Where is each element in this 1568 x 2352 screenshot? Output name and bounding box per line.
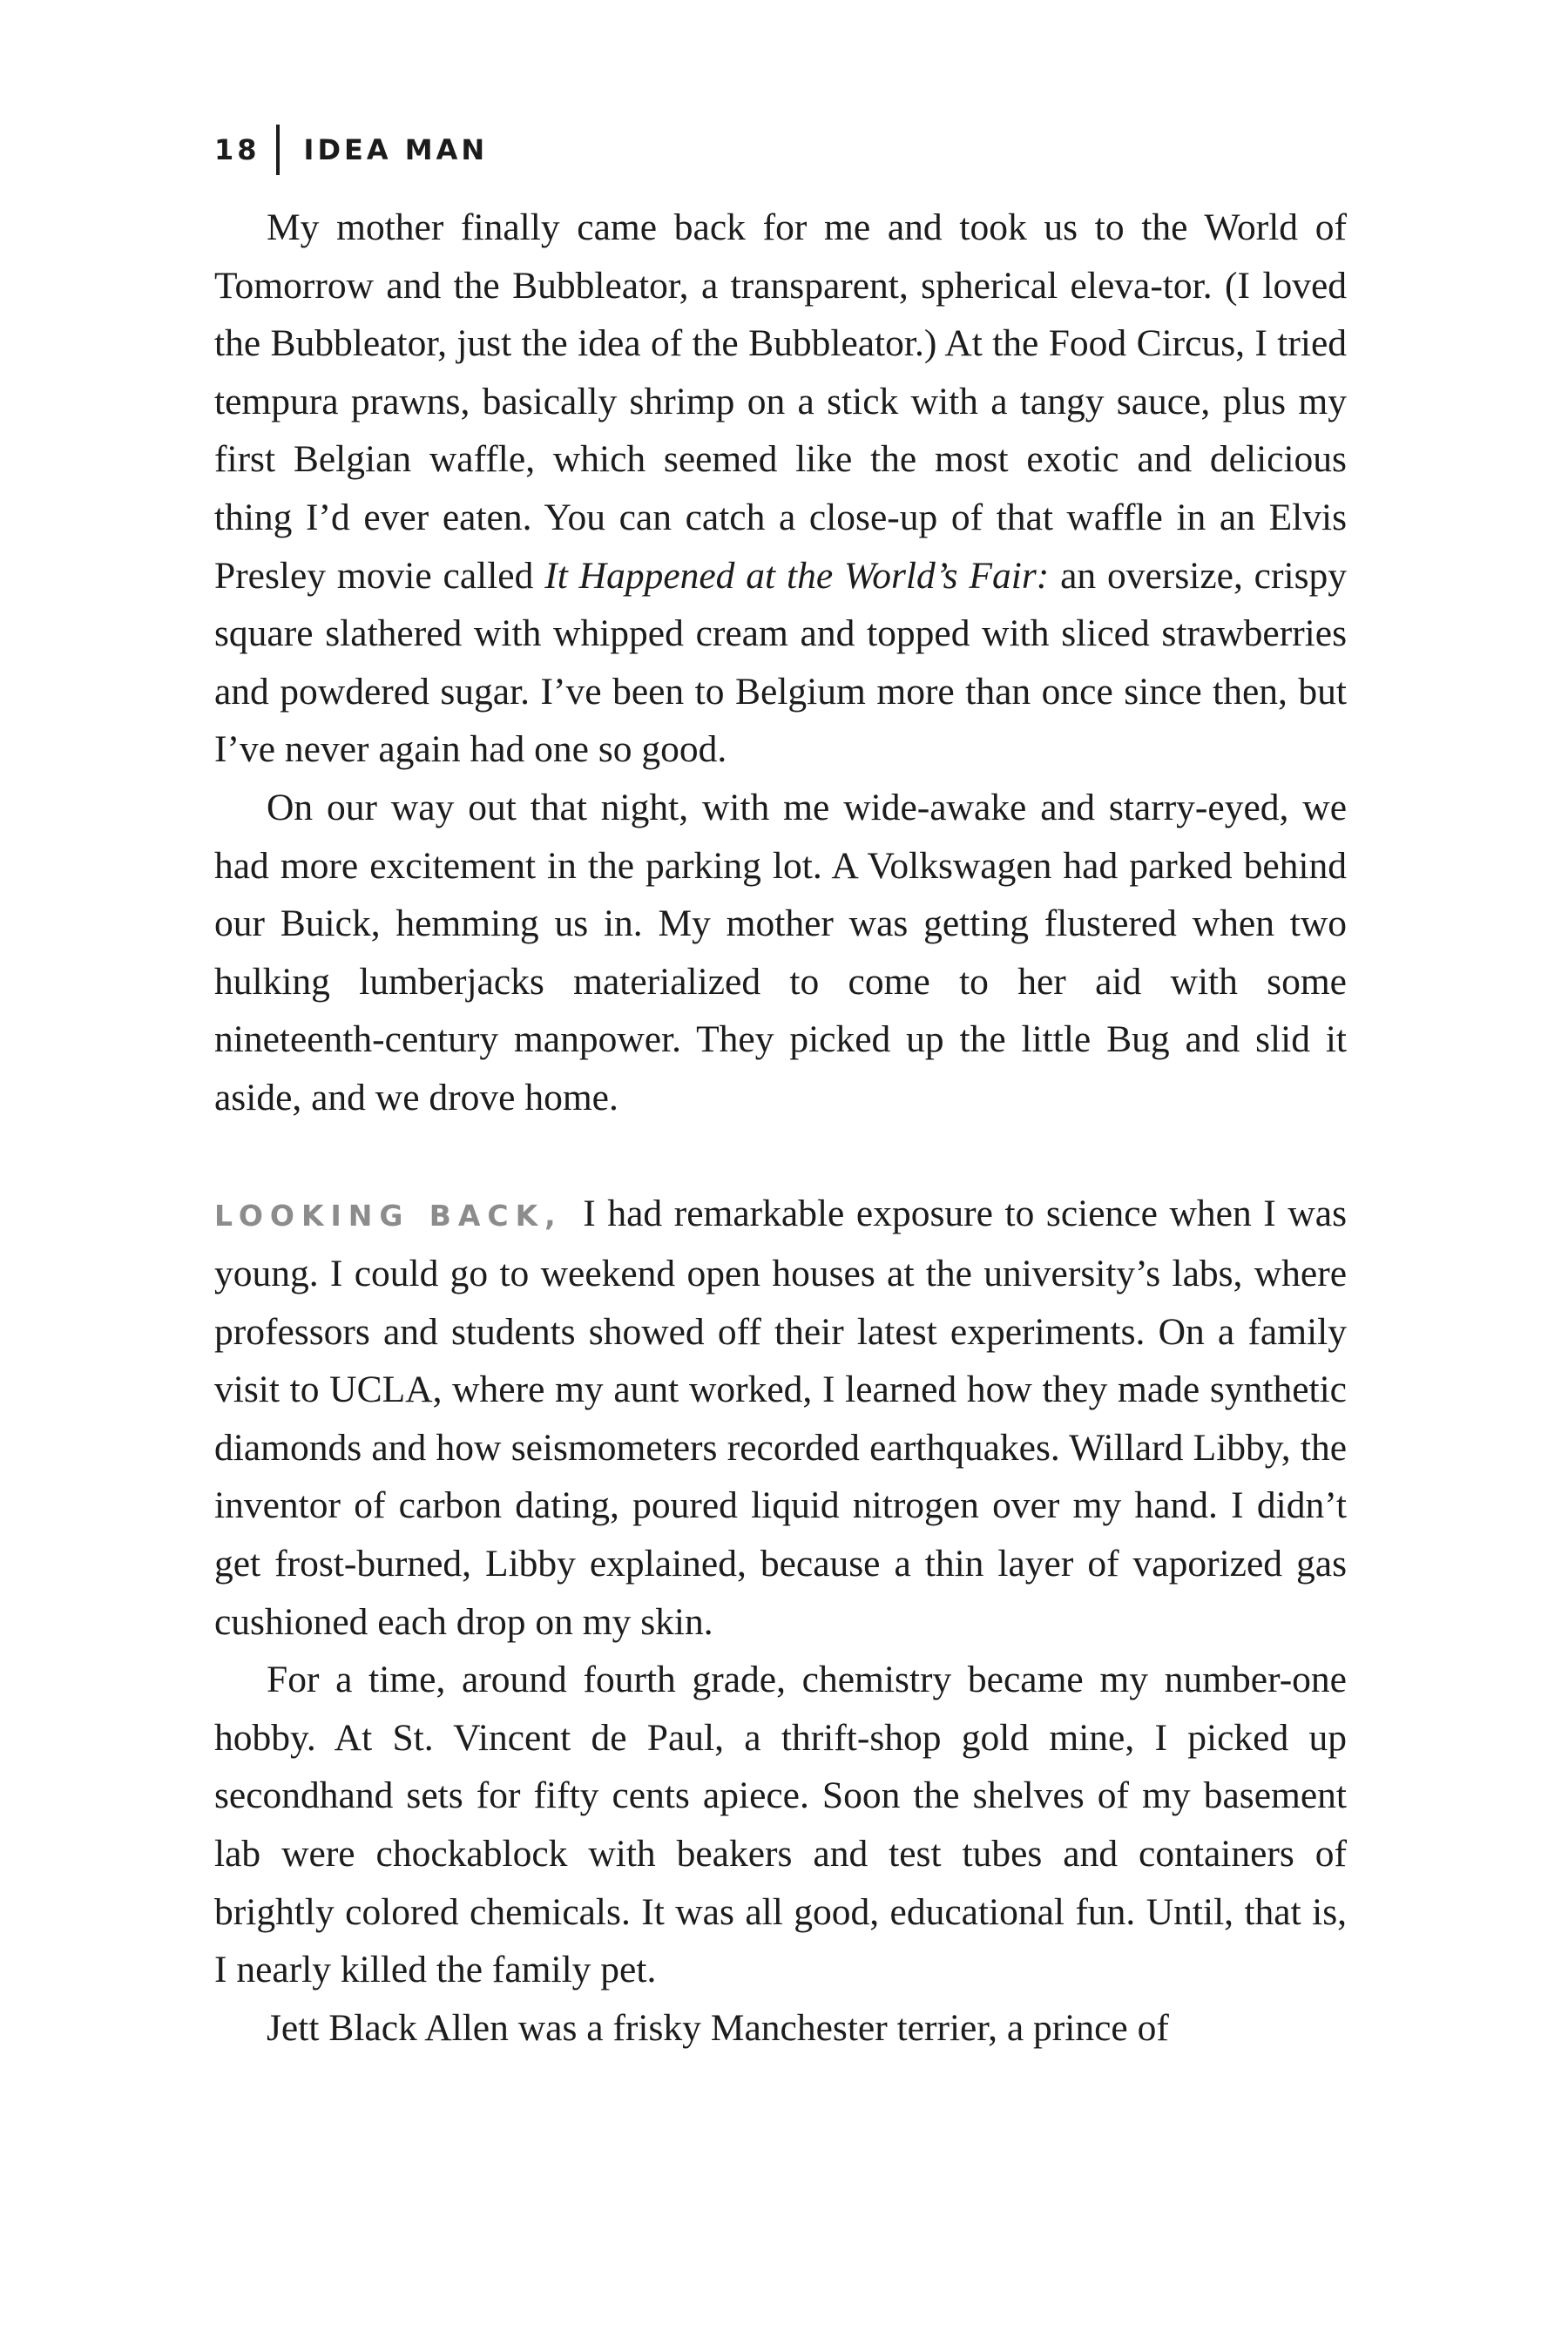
section-paragraph — [214, 1185, 1347, 1652]
paragraph-text: an oversize, crispy square slathered with whipped cream and topped with sliced strawberries and powdered sugar. I’ve been to Belgium more than once since then, but I’ve never again had one so good. — [214, 554, 1347, 771]
paragraph — [214, 199, 1347, 779]
paragraph: For a time, around fourth grade, chemistry became my number-one hobby. At St. Vincent de Paul, a thrift-shop gold mine, I picked up secondhand sets for fifty cents apiece. Soon the shelves of my basement lab were chockablock with beakers and test tubes and containers of brightly colored chemicals. It was all good, educational fun. Until, that is, I nearly killed the family pet. — [214, 1659, 1347, 1991]
running-head — [214, 124, 488, 176]
paragraph-text: I had remarkable exposure to science when I was young. I could go to weekend open houses at the university’s labs, where professors and students showed off their latest experiments. On a family visit to UCLA, where my aunt worked, I learned how they made synthetic diamonds and how seismometers recorded earthquakes. Willard Libby, the inventor of carbon dating, poured liquid nitrogen over my hand. I didn’t get frost-burned, Libby explained, because a thin layer of vaporized gas cushioned each drop on my skin. — [214, 1192, 1347, 1643]
paragraph: On our way out that night, with me wide-awake and starry-eyed, we had more excitement in the parking lot. A Volkswagen had parked behind our Buick, hemming us in. My mother was getting flustered when two hulking lumberjacks materialized to come to her aid with some nineteenth-century manpower. They picked up the little Bug and slid it aside, and we drove home. — [214, 786, 1347, 1119]
paragraph-text: My mother finally came back for me and took us to the World of Tomorrow and the Bubbleator, a transparent, spherical eleva-tor. (I loved the Bubbleator, just the idea of the Bubbleator.) At the Food Circus, I tried tempura prawns, basically shrimp on a stick with a tangy sauce, plus my first Belgian waffle, which seemed like the most exotic and delicious thing I’d ever eaten. You can catch a close-up of that waffle in an Elvis Presley movie called — [214, 206, 1347, 597]
header-divider — [276, 125, 280, 175]
body-text — [214, 199, 1347, 2057]
page-number: 18 — [214, 133, 260, 166]
paragraph: Jett Black Allen was a frisky Manchester terrier, a prince of — [267, 2006, 1169, 2049]
section-lead-in: LOOKING BACK, — [214, 1198, 563, 1233]
movie-title: It Happened at the World’s Fair: — [544, 554, 1050, 597]
book-title: IDEA MAN — [303, 133, 489, 166]
